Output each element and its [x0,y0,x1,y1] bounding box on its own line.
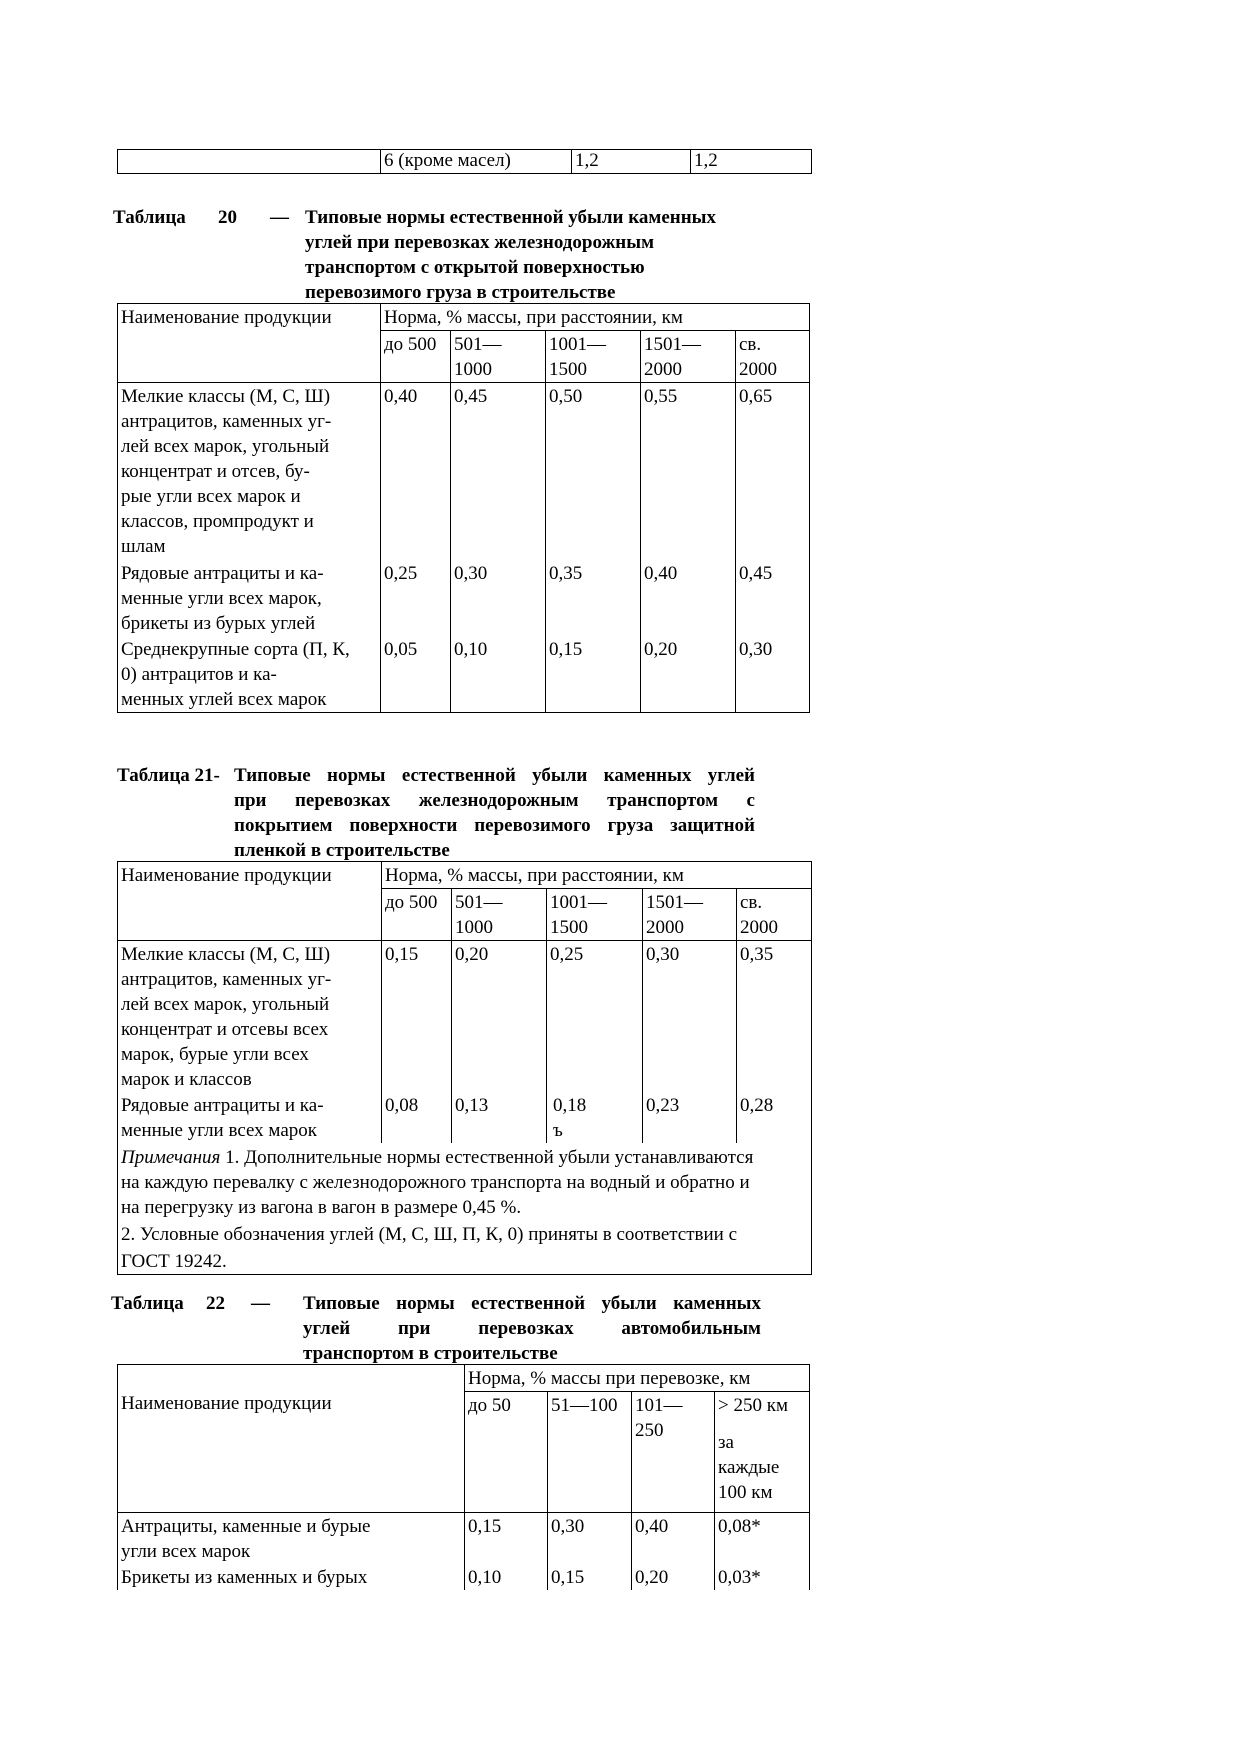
value-cell: 0,10 [465,1564,548,1590]
value-cell: 0,30 [451,560,546,636]
value-cell: 0,18 ъ [547,1092,643,1143]
table-title-last-line: пленкой в строительстве [234,840,450,861]
row-name: Антрациты, каменные и бурые угли всех марок [118,1513,465,1565]
row-name: Рядовые антрациты и ка- менные угли всех марок, брикеты из бурых углей [118,560,381,636]
value-cell: 0,13 [452,1092,547,1143]
header-cell: 101— 250 [632,1392,715,1513]
header-cell: св. 2000 [737,889,812,941]
value-cell: 0,15 [548,1564,632,1590]
table-label: Таблица [113,207,186,228]
table-label: Таблица 21- [117,765,220,786]
continued-table-row [117,149,812,174]
table-cell [118,150,381,174]
header-cell: 1001— 1500 [547,889,643,941]
value-cell: 0,15 [382,941,452,1093]
table-row [118,1513,810,1565]
value-cell: 0,35 [737,941,812,1093]
row-name: Рядовые антрациты и ка- менные угли всех марок [118,1092,382,1143]
value-cell: 0,30 [736,636,810,713]
table-row [118,383,810,560]
table-20 [117,303,810,713]
row-name: Брикеты из каменных и бурых [118,1564,465,1590]
value-cell: 0,20 [632,1564,715,1590]
table-title: Типовые нормы естественной убыли каменных углей при перевозках железнодорожным транспортом с открытой поверхностью перевозимого груза в строительстве [305,207,717,303]
value-cell: 0,20 [452,941,547,1093]
note-1-line-3: на перегрузку из вагона в вагон в размере 0,45 %. [121,1197,522,1218]
header-cell: до 50 [465,1392,548,1513]
value-cell: 0,35 [546,560,641,636]
header-cell: до 500 [382,889,452,941]
value-cell: 0,15 [465,1513,548,1565]
header-cell: 1501— 2000 [643,889,737,941]
value-cell: 0,25 [547,941,643,1093]
value-cell: 0,15 [546,636,641,713]
value-cell: 0,45 [736,560,810,636]
header-cell: Норма, % массы, при расстоянии, км [382,862,812,889]
value-cell: 0,03* [715,1564,810,1590]
table-row [118,560,810,636]
value-cell: 0,65 [736,383,810,560]
header-cell: Наименование продукции [118,1365,465,1513]
notes-row [118,1143,812,1275]
table-cell: 6 (кроме масел) [381,150,572,174]
header-cell: > 250 км за каждые 100 км [715,1392,810,1513]
table-row [118,636,810,713]
note-2-line-1: 2. Условные обозначения углей (М, С, Ш, П, К, 0) приняты в соответствии с [121,1224,738,1245]
table-number: 20 [218,207,237,228]
header-cell: Наименование продукции [118,304,381,383]
header-cell: св. 2000 [736,331,810,383]
header-cell: Норма, % массы, при расстоянии, км [381,304,810,331]
caption-dash: — [251,1293,270,1314]
value-cell: 0,40 [381,383,451,560]
header-cell: 51—100 [548,1392,632,1513]
value-cell: 0,20 [641,636,736,713]
row-name: Среднекрупные сорта (П, К, 0) антрацитов и ка- менных углей всех марок [118,636,381,713]
row-name: Мелкие классы (М, С, Ш) антрацитов, каменных уг- лей всех марок, угольный концентрат и отсевы всех марок, бурые угли всех марок и классов [118,941,382,1093]
value-cell: 0,05 [381,636,451,713]
value-cell: 0,55 [641,383,736,560]
caption-dash: — [270,207,289,228]
value-cell: 0,40 [641,560,736,636]
table-cell: 1,2 [572,150,691,174]
table-title: Типовые нормы естественной убыли каменных углей при перевозках автомобильным [303,1293,761,1339]
value-cell: 0,08* [715,1513,810,1565]
table-number: 22 [206,1293,225,1314]
value-cell: 0,30 [643,941,737,1093]
value-cell: 0,40 [632,1513,715,1565]
row-name: Мелкие классы (М, С, Ш) антрацитов, каменных уг- лей всех марок, угольный концентрат и отсев, бу- рые угли всех марок и классов, промпродукт и шлам [118,383,381,560]
note-1-line-2: на каждую перевалку с железнодорожного транспорта на водный и обратно и [121,1172,750,1193]
note-2-line-2: ГОСТ 19242. [121,1251,227,1272]
header-cell: 501— 1000 [452,889,547,941]
header-cell: Наименование продукции [118,862,382,941]
value-cell: 0,50 [546,383,641,560]
value-cell: 0,25 [381,560,451,636]
notes-label: Примечания [121,1147,221,1168]
value-cell: 0,30 [548,1513,632,1565]
table-21 [117,861,812,1275]
value-cell: 0,23 [643,1092,737,1143]
value-cell: 0,28 [737,1092,812,1143]
header-cell: Норма, % массы при перевозке, км [465,1365,810,1392]
value-cell: 0,10 [451,636,546,713]
header-cell: 1501— 2000 [641,331,736,383]
header-cell: до 500 [381,331,451,383]
value-cell: 0,08 [382,1092,452,1143]
value-cell: 0,45 [451,383,546,560]
table-notes [118,1143,812,1275]
table-row [118,1564,810,1590]
table-title-last-line: транспортом в строительстве [303,1343,558,1364]
table-row [118,1092,812,1143]
table-label: Таблица [111,1293,184,1314]
table-22 [117,1364,810,1590]
table-row [118,941,812,1093]
note-1-line-1: 1. Дополнительные нормы естественной убыли устанавливаются [220,1147,754,1168]
header-cell: 501— 1000 [451,331,546,383]
table-title: Типовые нормы естественной убыли каменных углей при перевозках железнодорожным транспортом с покрытием поверхности перевозимого груза защитной [234,765,755,836]
table-cell: 1,2 [691,150,812,174]
header-cell: 1001— 1500 [546,331,641,383]
